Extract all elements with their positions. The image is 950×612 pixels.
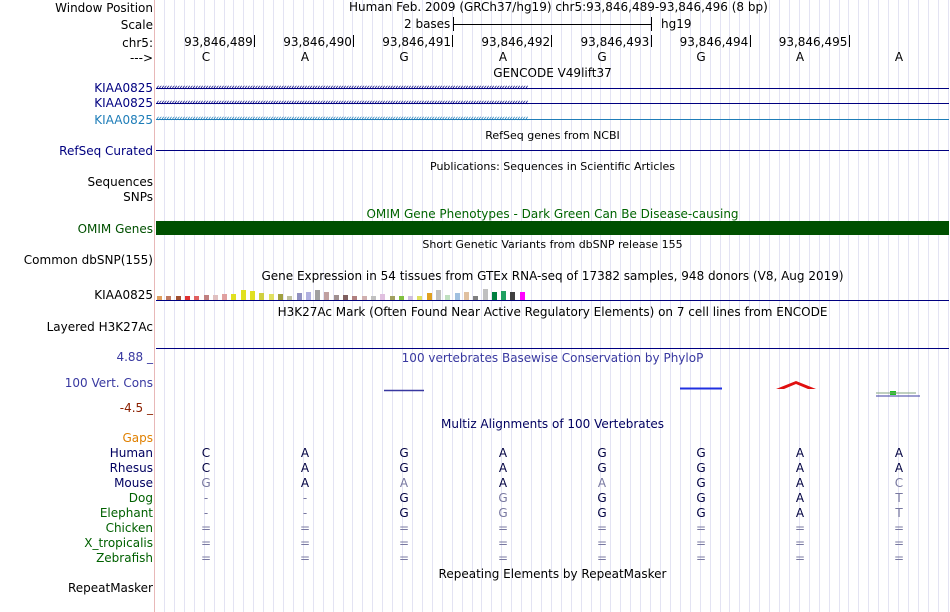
species-base: G (696, 446, 706, 460)
species-base: A (795, 506, 805, 520)
species-base: A (498, 476, 508, 490)
gaps-label[interactable]: Gaps (122, 431, 153, 445)
species-base: G (597, 446, 607, 460)
gtex-label[interactable]: KIAA0825 (94, 288, 153, 302)
phylop-max-label: 4.88 _ (116, 350, 153, 364)
gencode-gene-2-label[interactable]: KIAA0825 (94, 96, 153, 110)
gencode-gene-3-label[interactable]: KIAA0825 (94, 113, 153, 127)
coordinate-tick (651, 35, 652, 47)
species-base: = (398, 536, 410, 550)
species-base: - (302, 491, 308, 505)
species-base: T (895, 491, 903, 505)
species-base: A (894, 461, 904, 475)
refseq-title[interactable]: RefSeq genes from NCBI (485, 129, 620, 142)
species-label[interactable]: Elephant (99, 506, 153, 520)
coordinate-label: 93,846,489 (184, 35, 253, 49)
species-base: A (498, 446, 508, 460)
species-base: G (696, 476, 706, 490)
species-base: A (399, 476, 409, 490)
phylop-min-label: -4.5 _ (119, 401, 153, 415)
species-base: = (497, 551, 509, 565)
species-base: = (398, 521, 410, 535)
species-base: A (300, 476, 310, 490)
species-base: = (794, 536, 806, 550)
species-base: = (398, 551, 410, 565)
gencode-title[interactable]: GENCODE V49lift37 (493, 66, 612, 80)
species-base: G (498, 506, 508, 520)
species-base: C (201, 446, 211, 460)
species-base: G (597, 491, 607, 505)
coordinate-tick (849, 35, 850, 47)
reference-base[interactable]: C (201, 50, 211, 64)
species-label[interactable]: Chicken (105, 521, 153, 535)
species-base: G (399, 446, 409, 460)
window-position-value: Human Feb. 2009 (GRCh37/hg19) chr5:93,846,489-93,846,496 (8 bp) (349, 0, 768, 14)
gtex-tissue-bar[interactable] (483, 289, 488, 300)
species-base: = (299, 521, 311, 535)
species-base: - (302, 506, 308, 520)
species-base: A (498, 461, 508, 475)
coordinate-label: 93,846,490 (283, 35, 352, 49)
species-base: = (299, 551, 311, 565)
species-base: = (794, 521, 806, 535)
species-base: A (300, 446, 310, 460)
species-label[interactable]: Mouse (114, 476, 153, 490)
species-base: A (795, 446, 805, 460)
gtex-tissue-bar[interactable] (436, 290, 441, 300)
species-base: A (795, 491, 805, 505)
species-base: = (497, 521, 509, 535)
strand-arrows: ‹‹‹‹‹‹‹‹‹‹‹‹‹‹‹‹‹‹‹‹‹‹‹‹‹‹‹‹‹‹‹‹‹‹‹‹‹‹‹‹‹‹‹‹‹‹‹‹‹‹‹‹‹‹‹‹‹‹‹‹‹‹‹‹‹‹‹‹‹‹‹‹‹‹‹‹‹‹‹‹‹‹‹‹‹‹‹‹‹‹‹‹‹‹‹‹‹‹‹‹‹‹‹‹‹‹‹‹‹‹‹‹‹‹‹‹‹‹‹‹‹‹‹‹‹‹‹‹‹‹‹‹‹‹‹‹‹‹‹‹‹‹‹ (156, 115, 528, 124)
species-base: G (399, 506, 409, 520)
species-base: = (200, 536, 212, 550)
species-base: A (795, 461, 805, 475)
species-base: A (300, 461, 310, 475)
species-base: = (893, 536, 905, 550)
reference-base[interactable]: G (399, 50, 409, 64)
gtex-tissue-bar[interactable] (259, 293, 264, 300)
reference-base[interactable]: A (894, 50, 904, 64)
gtex-tissue-bar[interactable] (241, 290, 246, 300)
species-base: = (596, 536, 608, 550)
species-label[interactable]: X_tropicalis (84, 536, 153, 550)
species-label[interactable]: Dog (128, 491, 153, 505)
omim-label[interactable]: OMIM Genes (77, 222, 153, 236)
coordinate-tick (452, 35, 453, 47)
gtex-tissue-bar[interactable] (455, 293, 460, 300)
coordinate-label: 93,846,492 (481, 35, 551, 49)
gencode-gene-1-label[interactable]: KIAA0825 (94, 81, 153, 95)
scale-bar-right-tick (651, 17, 652, 31)
coordinate-label: 93,846,494 (679, 35, 749, 49)
species-base: = (695, 551, 707, 565)
chrom-label[interactable]: chr5: (122, 36, 153, 50)
dbsnp-title[interactable]: Short Genetic Variants from dbSNP release 155 (422, 238, 683, 251)
species-base: G (597, 506, 607, 520)
gtex-tissue-bar[interactable] (250, 291, 255, 300)
strand-label: ---> (129, 51, 153, 65)
coordinate-tick (254, 35, 255, 47)
dbsnp-label[interactable]: Common dbSNP(155) (23, 253, 153, 267)
species-base: = (893, 551, 905, 565)
gtex-tissue-bar[interactable] (510, 292, 515, 300)
species-base: G (696, 506, 706, 520)
omim-title[interactable]: OMIM Gene Phenotypes - Dark Green Can Be Disease-causing (366, 207, 739, 221)
species-base: A (795, 476, 805, 490)
gtex-tissue-bar[interactable] (464, 292, 469, 300)
coordinate-tick (750, 35, 751, 47)
gtex-tissue-bar[interactable] (315, 290, 320, 300)
species-base: = (299, 536, 311, 550)
phylop-label[interactable]: 100 Vert. Cons (64, 376, 153, 390)
h3k27ac-title[interactable]: H3K27Ac Mark (Often Found Near Active Regulatory Elements) on 7 cell lines from ENCODE (277, 305, 828, 319)
species-base: = (695, 521, 707, 535)
species-base: C (894, 476, 904, 490)
species-base: = (200, 521, 212, 535)
species-label[interactable]: Zebrafish (96, 551, 153, 565)
species-base: = (893, 521, 905, 535)
pubs-title[interactable]: Publications: Sequences in Scientific Articles (430, 160, 675, 173)
gtex-expression-bars[interactable] (157, 284, 537, 300)
repeat-title[interactable]: Repeating Elements by RepeatMasker (438, 567, 667, 581)
species-base: = (596, 521, 608, 535)
scale-value: 2 bases (404, 17, 451, 31)
reference-base[interactable]: G (696, 50, 706, 64)
species-base: C (201, 461, 211, 475)
scale-label[interactable]: Scale (120, 18, 153, 32)
coordinate-tick (353, 35, 354, 47)
coordinate-label: 93,846,493 (580, 35, 650, 49)
gtex-tissue-bar[interactable] (427, 293, 432, 300)
species-label[interactable]: Rhesus (109, 461, 153, 475)
species-base: = (497, 536, 509, 550)
species-base: G (696, 491, 706, 505)
phylop-signal[interactable] (156, 372, 949, 402)
omim-gene-feature[interactable] (156, 221, 949, 235)
species-base: A (597, 476, 607, 490)
species-base: = (794, 551, 806, 565)
reference-base[interactable]: A (795, 50, 805, 64)
phylop-peak (776, 381, 816, 389)
window-position-label[interactable]: Window Position (55, 1, 153, 15)
coordinate-tick (551, 35, 552, 47)
scale-bar (453, 24, 651, 25)
gtex-tissue-bar[interactable] (520, 292, 525, 300)
refseq-label[interactable]: RefSeq Curated (59, 144, 153, 158)
species-base: A (894, 446, 904, 460)
h3k27ac-baseline (156, 348, 949, 349)
gtex-gene-line (156, 300, 949, 301)
gencode-gene-2-feature[interactable] (156, 99, 949, 108)
species-base: G (201, 476, 211, 490)
species-base: = (596, 551, 608, 565)
pubs-label-snps[interactable]: SNPs (123, 190, 153, 204)
species-base: T (895, 506, 903, 520)
reference-base[interactable]: A (498, 50, 508, 64)
species-base: - (203, 506, 209, 520)
multiz-title[interactable]: Multiz Alignments of 100 Vertebrates (440, 417, 665, 431)
scale-assembly: hg19 (661, 17, 692, 31)
species-base: G (399, 461, 409, 475)
species-base: = (695, 536, 707, 550)
pubs-label-sequences[interactable]: Sequences (87, 175, 153, 189)
phylop-title[interactable]: 100 vertebrates Basewise Conservation by PhyloP (401, 351, 704, 365)
refseq-feature[interactable] (156, 150, 949, 151)
reference-base[interactable]: A (300, 50, 310, 64)
coordinate-label: 93,846,491 (382, 35, 452, 49)
species-base: G (498, 491, 508, 505)
h3k27ac-label[interactable]: Layered H3K27Ac (46, 320, 153, 334)
gtex-tissue-bar[interactable] (492, 292, 497, 300)
gtex-title[interactable]: Gene Expression in 54 tissues from GTEx RNA-seq of 17382 samples, 948 donors (V8, Aug 2019) (261, 269, 844, 283)
species-label[interactable]: Human (109, 446, 153, 460)
gtex-tissue-bar[interactable] (324, 292, 329, 300)
strand-arrows: ‹‹‹‹‹‹‹‹‹‹‹‹‹‹‹‹‹‹‹‹‹‹‹‹‹‹‹‹‹‹‹‹‹‹‹‹‹‹‹‹‹‹‹‹‹‹‹‹‹‹‹‹‹‹‹‹‹‹‹‹‹‹‹‹‹‹‹‹‹‹‹‹‹‹‹‹‹‹‹‹‹‹‹‹‹‹‹‹‹‹‹‹‹‹‹‹‹‹‹‹‹‹‹‹‹‹‹‹‹‹‹‹‹‹‹‹‹‹‹‹‹‹‹‹‹‹‹‹‹‹‹‹‹‹‹‹‹‹‹‹‹‹‹ (156, 84, 528, 93)
strand-arrows: ‹‹‹‹‹‹‹‹‹‹‹‹‹‹‹‹‹‹‹‹‹‹‹‹‹‹‹‹‹‹‹‹‹‹‹‹‹‹‹‹‹‹‹‹‹‹‹‹‹‹‹‹‹‹‹‹‹‹‹‹‹‹‹‹‹‹‹‹‹‹‹‹‹‹‹‹‹‹‹‹‹‹‹‹‹‹‹‹‹‹‹‹‹‹‹‹‹‹‹‹‹‹‹‹‹‹‹‹‹‹‹‹‹‹‹‹‹‹‹‹‹‹‹‹‹‹‹‹‹‹‹‹‹‹‹‹‹‹‹‹‹‹‹ (156, 99, 528, 108)
gtex-tissue-bar[interactable] (297, 293, 302, 300)
species-base: G (696, 461, 706, 475)
gencode-gene-3-feature[interactable] (156, 115, 949, 124)
species-base: G (399, 491, 409, 505)
coordinate-label: 93,846,495 (778, 35, 848, 49)
species-base: G (597, 461, 607, 475)
repeat-label[interactable]: RepeatMasker (67, 581, 153, 595)
gencode-gene-1-feature[interactable] (156, 84, 949, 93)
species-base: = (200, 551, 212, 565)
gtex-tissue-bar[interactable] (501, 291, 506, 300)
scale-bar-left-tick (453, 17, 454, 31)
reference-base[interactable]: G (597, 50, 607, 64)
gtex-tissue-bar[interactable] (306, 292, 311, 300)
species-base: - (203, 491, 209, 505)
